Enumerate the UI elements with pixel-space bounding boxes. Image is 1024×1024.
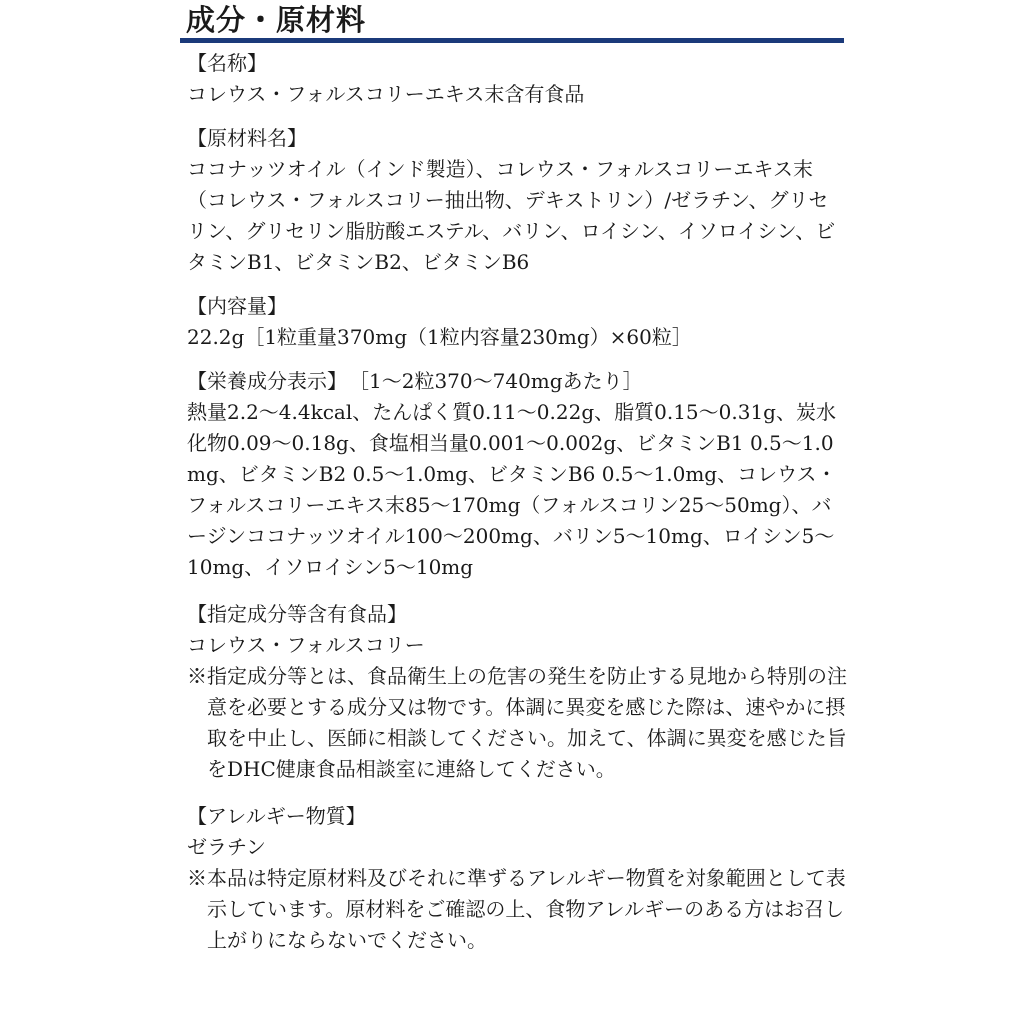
section-ingredients: [187, 123, 847, 278]
section-nutrition: [187, 366, 847, 583]
page-title: 成分・原材料: [186, 3, 367, 37]
allergen-text: ゼラチン: [187, 835, 266, 859]
section-content-amount: [187, 291, 847, 353]
designated-note: ※指定成分等とは、食品衛生上の危害の発生を防止する見地から特別の注意を必要とする成分又は物です。体調に異変を感じた際は、速やかに摂取を中止し、医師に相談してください。加えて、体調に異変を感じた旨をDHC健康食品相談室に連絡してください。: [187, 664, 847, 781]
nutrition-heading-label: 【栄養成分表示】: [187, 369, 347, 393]
ingredients-text: ココナッツオイル（インド製造）、コレウス・フォルスコリーエキス末（コレウス・フォルスコリー抽出物、デキストリン）/ゼラチン、グリセリン、グリセリン脂肪酸エステル、バリン、ロイシン、イソロイシン、ビタミンB1、ビタミンB2、ビタミンB6: [187, 157, 836, 274]
section-heading: [187, 366, 847, 397]
section-heading: 【内容量】: [187, 294, 287, 318]
allergen-note: ※本品は特定原材料及びそれに準ずるアレルギー物質を対象範囲として表示しています。原材料をご確認の上、食物アレルギーのある方はお召し上がりにならないでください。: [187, 866, 846, 952]
nutrition-serving-note: ［1～2粒370～740mgあたり］: [359, 369, 643, 393]
title-underline: [180, 38, 844, 43]
designated-ingredient-text: コレウス・フォルスコリー: [187, 633, 425, 657]
section-name: [187, 48, 847, 110]
content-body: [187, 48, 847, 956]
section-designated: [187, 599, 847, 785]
section-heading: 【原材料名】: [187, 126, 307, 150]
section-allergens: [187, 801, 847, 956]
product-name-text: コレウス・フォルスコリーエキス末含有食品: [187, 82, 585, 106]
section-heading: 【名称】: [187, 51, 267, 75]
page-header: [180, 0, 844, 44]
content-amount-text: 22.2g［1粒重量370mg（1粒内容量230mg）×60粒］: [187, 325, 692, 349]
nutrition-text: 熱量2.2～4.4kcal、たんぱく質0.11～0.22g、脂質0.15～0.31g、炭水化物0.09～0.18g、食塩相当量0.001～0.002g、ビタミンB1 0.5～1.0mg、ビタミンB2 0.5～1.0mg、ビタミンB6 0.5～1.0mg、コレウス・フォルスコリーエキス末85～170mg（フォルスコリン25～50mg）、バージンココナッツオイル100～200mg、バリン5～10mg、ロイシン5～10mg、イソロイシン5～10mg: [187, 400, 837, 579]
section-heading: 【指定成分等含有食品】: [187, 602, 407, 626]
section-heading: 【アレルギー物質】: [187, 804, 366, 828]
